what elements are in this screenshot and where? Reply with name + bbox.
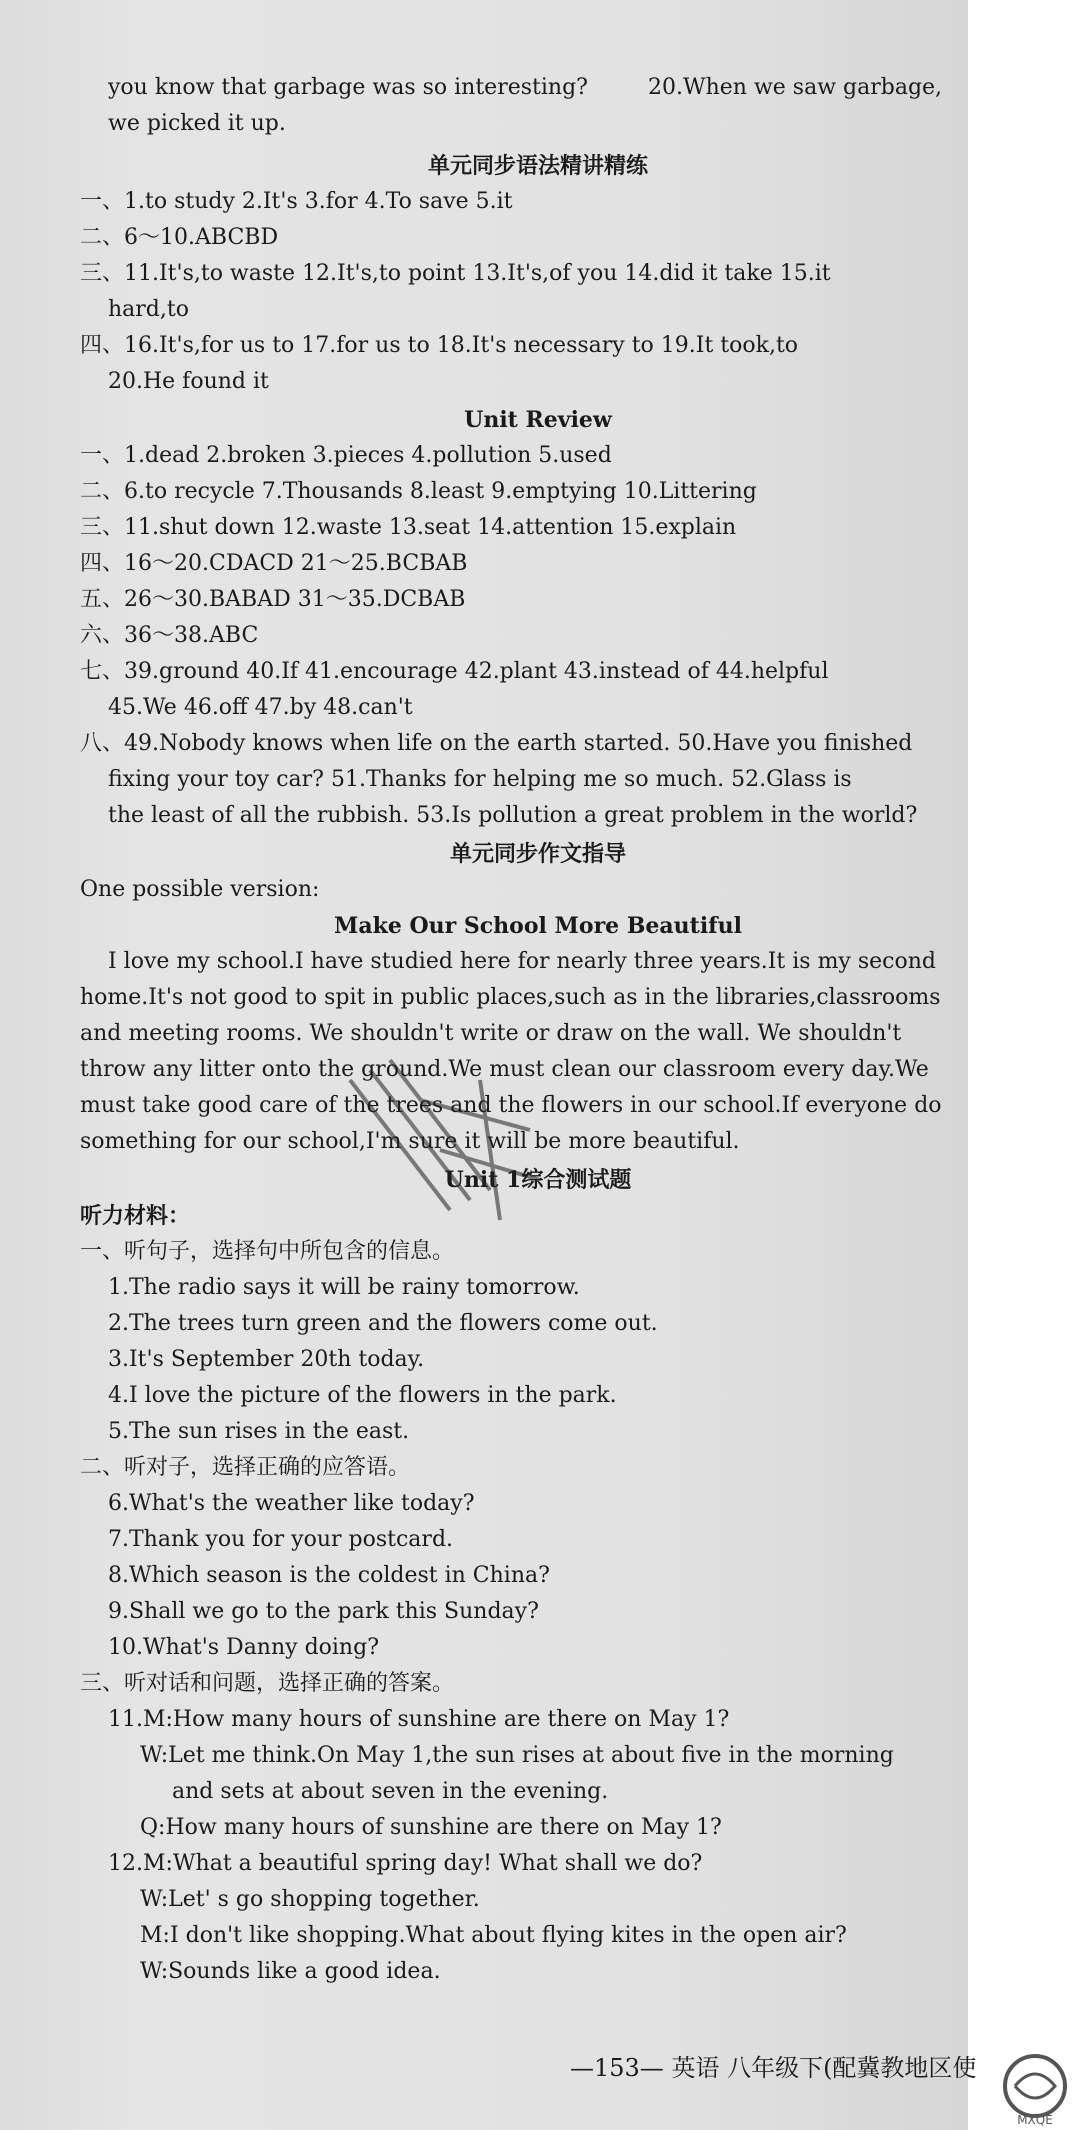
text-line: 20.When we saw garbage, bbox=[648, 75, 943, 100]
section-heading: 单元同步语法精讲精练 bbox=[427, 153, 648, 179]
text-line: W:Sounds like a good idea. bbox=[140, 1959, 441, 1984]
section-heading: 单元同步作文指导 bbox=[449, 841, 626, 867]
text-line: 四、16～20.CDACD 21～25.BCBAB bbox=[80, 551, 468, 576]
text-line: and sets at about seven in the evening. bbox=[172, 1779, 609, 1804]
text-line: 七、39.ground 40.If 41.encourage 42.plant 43.instead of 44.helpful bbox=[80, 659, 829, 684]
text-line: 一、1.dead 2.broken 3.pieces 4.pollution 5.used bbox=[80, 443, 612, 468]
text-line: 7.Thank you for your postcard. bbox=[108, 1527, 454, 1552]
text-line: One possible version: bbox=[80, 877, 320, 902]
essay-line: must take good care of the trees and the flowers in our school.If everyone do bbox=[80, 1093, 942, 1118]
text-line: M:I don't like shopping.What about flying kites in the open air? bbox=[140, 1923, 847, 1948]
text-line: the least of all the rubbish. 53.Is pollution a great problem in the world? bbox=[108, 803, 918, 828]
text-line: 12.M:What a beautiful spring day! What shall we do? bbox=[108, 1851, 703, 1876]
watermark-logo bbox=[990, 2050, 1080, 2128]
text-line: 45.We 46.off 47.by 48.can't bbox=[108, 695, 413, 720]
svg-text:MXQE: MXQE bbox=[1017, 2113, 1053, 2127]
essay-line: I love my school.I have studied here for nearly three years.It is my second bbox=[108, 949, 936, 974]
text-line: 4.I love the picture of the flowers in the park. bbox=[108, 1383, 617, 1408]
text-line: 八、49.Nobody knows when life on the earth started. 50.Have you finished bbox=[80, 731, 913, 756]
text-line: 9.Shall we go to the park this Sunday? bbox=[108, 1599, 539, 1624]
text-line: 四、16.It's,for us to 17.for us to 18.It's necessary to 19.It took,to bbox=[80, 333, 799, 358]
text-line: 三、听对话和问题，选择正确的答案。 bbox=[80, 1671, 455, 1696]
essay-line: throw any litter onto the ground.We must clean our classroom every day.We bbox=[80, 1057, 929, 1082]
text-line: 一、听句子，选择句中所包含的信息。 bbox=[80, 1239, 455, 1264]
page-footer: —153— 英语 八年级下(配冀教地区使 bbox=[570, 2054, 977, 2082]
text-line: 二、6.to recycle 7.Thousands 8.least 9.emptying 10.Littering bbox=[80, 479, 757, 504]
text-line: 11.M:How many hours of sunshine are there on May 1? bbox=[108, 1707, 730, 1732]
handwritten-scribble bbox=[330, 1040, 560, 1240]
text-line: 5.The sun rises in the east. bbox=[108, 1419, 410, 1444]
essay-line: and meeting rooms. We shouldn't write or draw on the wall. We shouldn't bbox=[80, 1021, 902, 1046]
section-heading: Unit 1综合测试题 bbox=[444, 1167, 632, 1193]
text-line: 五、26～30.BABAD 31～35.DCBAB bbox=[80, 587, 466, 612]
text-line: 二、6～10.ABCBD bbox=[80, 225, 279, 250]
text-line: 一、1.to study 2.It's 3.for 4.To save 5.it bbox=[80, 189, 513, 214]
text-line: 六、36～38.ABC bbox=[80, 623, 259, 648]
section-heading: Unit Review bbox=[464, 407, 612, 433]
text-line: 1.The radio says it will be rainy tomorrow. bbox=[108, 1275, 580, 1300]
essay-title: Make Our School More Beautiful bbox=[333, 913, 742, 939]
essay-line: something for our school,I'm sure it will be more beautiful. bbox=[80, 1129, 740, 1154]
text-line: we picked it up. bbox=[108, 111, 286, 136]
text-line: 三、11.shut down 12.waste 13.seat 14.attention 15.explain bbox=[80, 515, 737, 540]
text-line: 三、11.It's,to waste 12.It's,to point 13.It's,of you 14.did it take 15.it bbox=[80, 261, 831, 286]
text-line: 2.The trees turn green and the flowers come out. bbox=[108, 1311, 658, 1336]
text-line: fixing your toy car? 51.Thanks for helping me so much. 52.Glass is bbox=[108, 767, 852, 792]
text-line: 8.Which season is the coldest in China? bbox=[108, 1563, 550, 1588]
text-line: 20.He found it bbox=[108, 369, 269, 394]
essay-line: home.It's not good to spit in public places,such as in the libraries,classrooms bbox=[80, 985, 941, 1010]
text-line: Q:How many hours of sunshine are there on May 1? bbox=[140, 1815, 722, 1840]
text-line: W:Let' s go shopping together. bbox=[140, 1887, 480, 1912]
text-line: W:Let me think.On May 1,the sun rises at about five in the morning bbox=[140, 1743, 894, 1768]
text-line: 10.What's Danny doing? bbox=[108, 1635, 379, 1660]
text-line: hard,to bbox=[108, 297, 189, 322]
text-line: 听力材料： bbox=[80, 1203, 191, 1229]
page-right-margin bbox=[968, 0, 1080, 2130]
text-line: 6.What's the weather like today? bbox=[108, 1491, 475, 1516]
text-line: 二、听对子，选择正确的应答语。 bbox=[80, 1455, 411, 1480]
text-line: 3.It's September 20th today. bbox=[108, 1347, 425, 1372]
text-line: you know that garbage was so interesting? bbox=[108, 75, 588, 100]
